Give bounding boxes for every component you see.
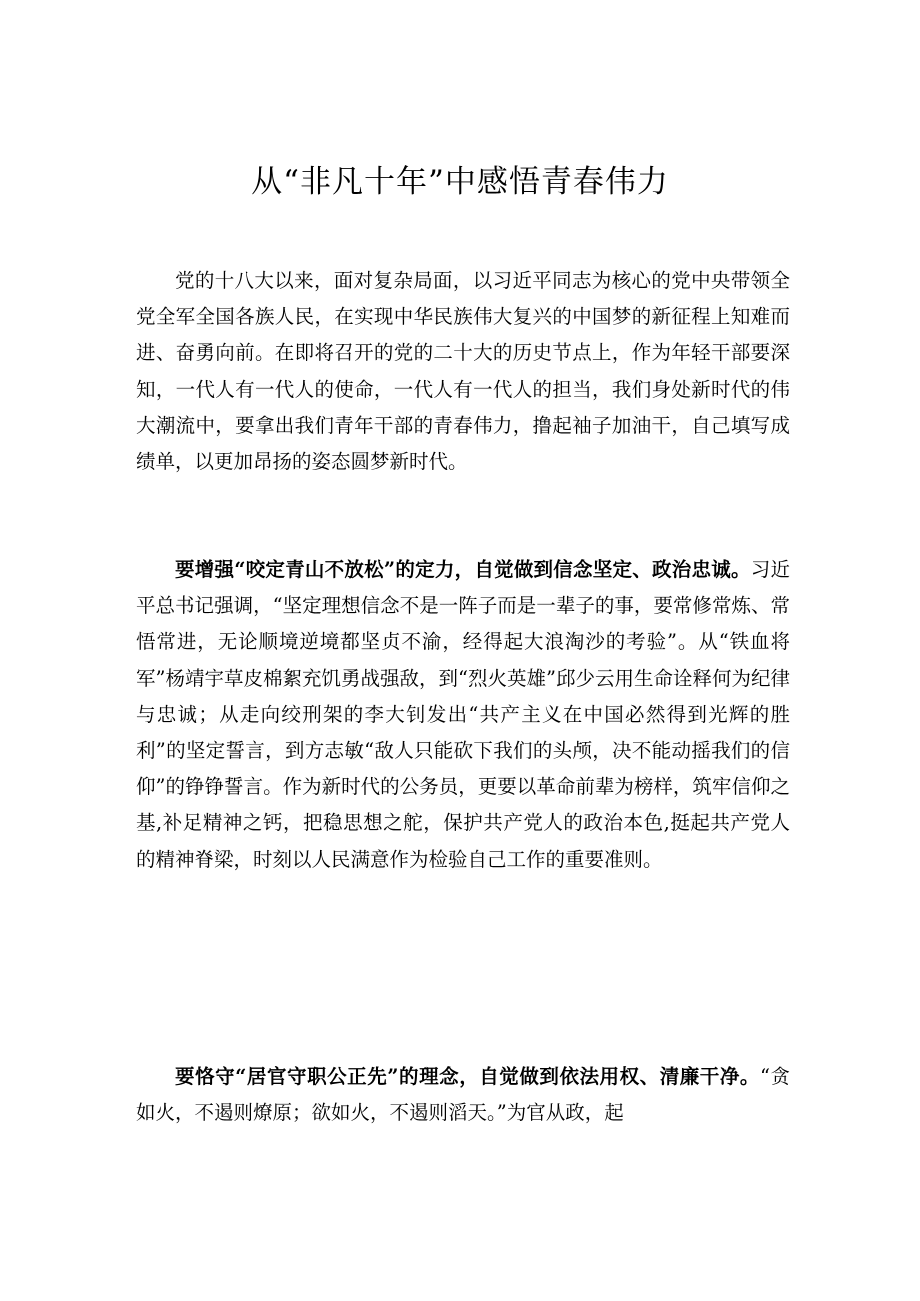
paragraph-integrity xyxy=(136,1059,790,1131)
paragraph-firm-belief xyxy=(136,552,790,878)
paragraph-integrity-lead: 要恪守“居官守职公正先”的理念，自觉做到依法用权、清廉干净。 xyxy=(175,1065,760,1088)
paragraph-firm-belief-text: 习近平总书记强调，“坚定理想信念不是一阵子而是一辈子的事，要常修常炼、常悟常进，无论顺境逆境都坚贞不渝，经得起大浪淘沙的考验”。从“铁血将军”杨靖宇草皮棉絮充饥勇战强敌，到“烈火英雄”邱少云用生命诠释何为纪律与忠诚；从走向绞刑架的李大钊发出“共产主义在中国必然得到光辉的胜利”的坚定誓言，到方志敏“敌人只能砍下我们的头颅，决不能动摇我们的信仰”的铮铮誓言。作为新时代的公务员，更要以革命前辈为榜样，筑牢信仰之基,补足精神之钙，把稳思想之舵，保护共产党人的政治本色,挺起共产党人的精神脊梁，时刻以人民满意作为检验自己工作的重要准则。 xyxy=(136,558,790,871)
paragraph-intro xyxy=(136,263,790,480)
document-title: 从“非凡十年”中感悟青春伟力 xyxy=(251,164,669,200)
paragraph-firm-belief-lead: 要增强“咬定青山不放松”的定力，自觉做到信念坚定、政治忠诚。 xyxy=(175,558,751,581)
paragraph-intro-text: 党的十八大以来，面对复杂局面，以习近平同志为核心的党中央带领全党全军全国各族人民，在实现中华民族伟大复兴的中国梦的新征程上知难而进、奋勇向前。在即将召开的党的二十大的历史节点上，作为年轻干部要深知，一代人有一代人的使命，一代人有一代人的担当，我们身处新时代的伟大潮流中，要拿出我们青年干部的青春伟力，撸起袖子加油干，自己填写成绩单，以更加昂扬的姿态圆梦新时代。 xyxy=(136,269,790,474)
paragraph-integrity-text: “贪如火，不遏则燎原；欲如火，不遏则滔天。”为官从政，起 xyxy=(136,1065,790,1125)
